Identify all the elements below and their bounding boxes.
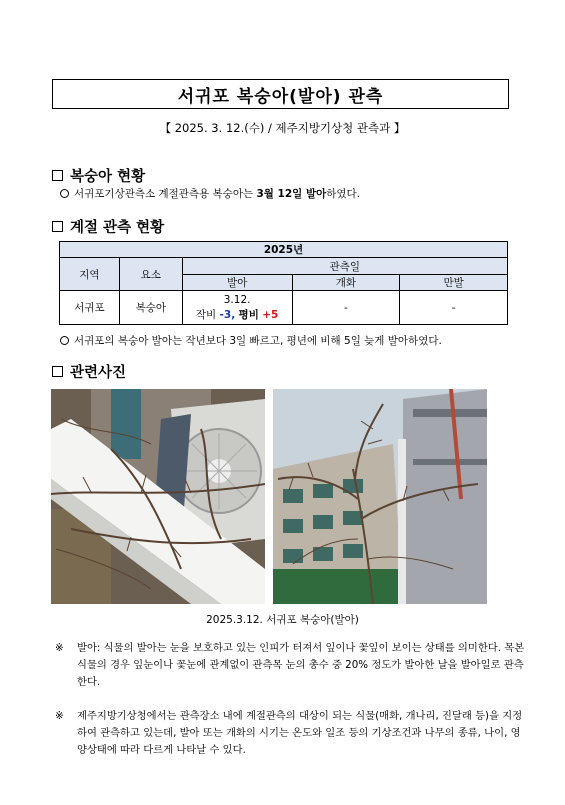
table-header-bud: 발아	[182, 275, 292, 291]
observation-table	[59, 241, 508, 325]
note-observation-info	[55, 708, 525, 759]
observation-summary: 서귀포의 복숭아 발아는 작년보다 3일 빠르고, 평년에 비해 5일 늦게 발아하였다.	[60, 333, 442, 348]
photo-caption: 2025.3.12. 서귀포 복숭아(발아)	[206, 614, 359, 626]
table-header-element: 요소	[119, 258, 182, 291]
note-text: 발아: 식물의 발아는 눈을 보호하고 있는 인피가 터져서 잎이나 꽃잎이 보이는 상태를 의미한다. 목본식물의 경우 잎눈이나 꽃눈에 관계없이 관측목 눈의 총수 중 20% 정도가 발아한 날을 발아일로 관측한다.	[77, 642, 525, 688]
cell-bud	[182, 291, 292, 325]
section-heading-status	[52, 165, 145, 186]
checkbox-square-icon	[52, 221, 63, 232]
checkbox-square-icon	[52, 170, 63, 181]
section-heading-photos	[52, 361, 126, 382]
note-bud-definition	[55, 640, 525, 691]
table-row	[60, 291, 508, 325]
section-heading-text: 관련사진	[70, 365, 127, 381]
table-header-full: 만발	[400, 275, 508, 291]
section-heading-text: 계절 관측 현황	[70, 220, 165, 236]
cell-open: -	[292, 291, 400, 325]
section-heading-text: 복숭아 현황	[70, 169, 146, 185]
page-title-text: 서귀포 복숭아(발아) 관측	[177, 86, 384, 107]
circle-bullet-icon	[60, 336, 69, 345]
note-text: 제주지방기상청에서는 관측장소 내에 계절관측의 대상이 되는 식물(매화, 개나리, 진달래 등)을 지정하여 관측하고 있는데, 발아 또는 개화의 시기는 온도와 일조 등의 기상조건과 나무의 종류, 나이, 영양상태에 따라 다르게 나타날 수 있다.	[77, 710, 523, 756]
photo-building-image	[273, 389, 487, 604]
table-header-obs-day: 관측일	[182, 258, 507, 275]
table-header-open: 개화	[292, 275, 400, 291]
checkbox-square-icon	[52, 366, 63, 377]
circle-bullet-icon	[60, 189, 69, 198]
photo-peach-branch-building	[273, 389, 487, 604]
dateline: 【 2025. 3. 12.(수) / 제주지방기상청 관측과 】	[159, 121, 406, 135]
section-heading-observation	[52, 216, 164, 237]
reference-mark: ※	[55, 710, 64, 722]
table-year-header: 2025년	[60, 242, 508, 258]
photo-peach-branch-wall	[51, 389, 265, 604]
bud-comparison: 작비 -3, 평비 +5	[195, 308, 279, 321]
table-header-region: 지역	[60, 258, 120, 291]
cell-full: -	[400, 291, 508, 325]
bud-date: 3.12.	[223, 293, 251, 306]
status-text: 서귀포기상관측소 계절관측용 복숭아는 3월 12일 발아하였다.	[60, 186, 360, 201]
cell-region: 서귀포	[60, 291, 120, 325]
photo-wall-image	[51, 389, 265, 604]
page-title	[52, 79, 509, 109]
cell-element: 복숭아	[119, 291, 182, 325]
reference-mark: ※	[55, 642, 64, 654]
